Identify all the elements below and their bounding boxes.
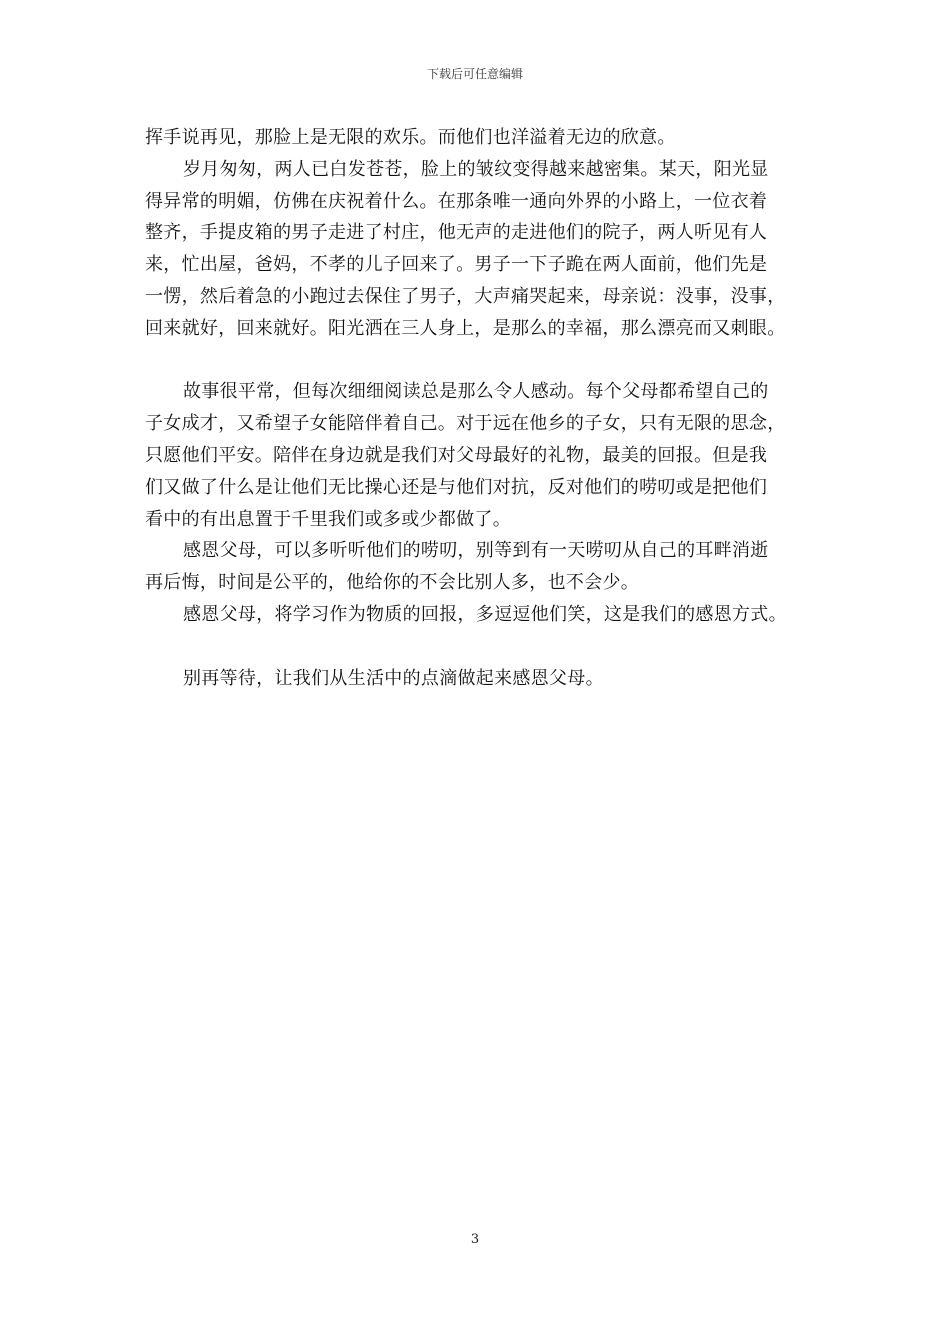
paragraph-start-line: 别再等待，让我们从生活中的点滴做起来感恩父母。 bbox=[183, 667, 604, 689]
paragraph-start-line: 感恩父母，将学习作为物质的回报，多逗逗他们笑，这是我们的感恩方式。 bbox=[183, 603, 787, 625]
text-line: 来，忙出屋，爸妈，不孝的儿子回来了。男子一下子跪在两人面前，他们先是 bbox=[145, 254, 768, 276]
paragraph-gap bbox=[145, 345, 825, 377]
text-line: 子女成才，又希望子女能陪伴着自己。对于远在他乡的子女，只有无限的思念， bbox=[145, 413, 786, 435]
text-line: 得异常的明媚，仿佛在庆祝着什么。在那条唯一通向外界的小路上，一位衣着 bbox=[145, 190, 768, 212]
text-line: 们又做了什么是让他们无比操心还是与他们对抗，反对他们的唠叨或是把他们 bbox=[145, 476, 768, 498]
document-body bbox=[145, 122, 825, 694]
text-line: 回来就好，回来就好。阳光洒在三人身上，是那么的幸福，那么漂亮而又刺眼。 bbox=[145, 317, 786, 339]
text-line: 一愣，然后着急的小跑过去保住了男子，大声痛哭起来，母亲说：没事，没事， bbox=[145, 285, 786, 307]
page-number: 3 bbox=[470, 1232, 480, 1247]
text-line: 整齐，手提皮箱的男子走进了村庄，他无声的走进他们的院子，两人听见有人 bbox=[145, 222, 768, 244]
text-line: 挥手说再见，那脸上是无限的欢乐。而他们也洋溢着无边的欣意。 bbox=[145, 127, 676, 148]
paragraph-start-line: 感恩父母，可以多听听他们的唠叨，别等到有一天唠叨从自己的耳畔消逝 bbox=[183, 540, 769, 562]
paragraph-start-line: 岁月匆匆，两人已白发苍苍，脸上的皱纹变得越来越密集。某天，阳光显 bbox=[183, 158, 769, 180]
paragraph-gap bbox=[145, 631, 825, 663]
text-line: 看中的有出息置于千里我们或多或少都做了。 bbox=[145, 508, 511, 530]
page-header: 下载后可任意编辑 bbox=[426, 67, 523, 81]
text-line: 再后悔，时间是公平的，他给你的不会比别人多，也不会少。 bbox=[145, 572, 640, 594]
paragraph-start-line: 故事很平常，但每次细细阅读总是那么令人感动。每个父母都希望自己的 bbox=[183, 381, 769, 403]
text-line: 只愿他们平安。陪伴在身边就是我们对父母最好的礼物，最美的回报。但是我 bbox=[145, 444, 768, 466]
